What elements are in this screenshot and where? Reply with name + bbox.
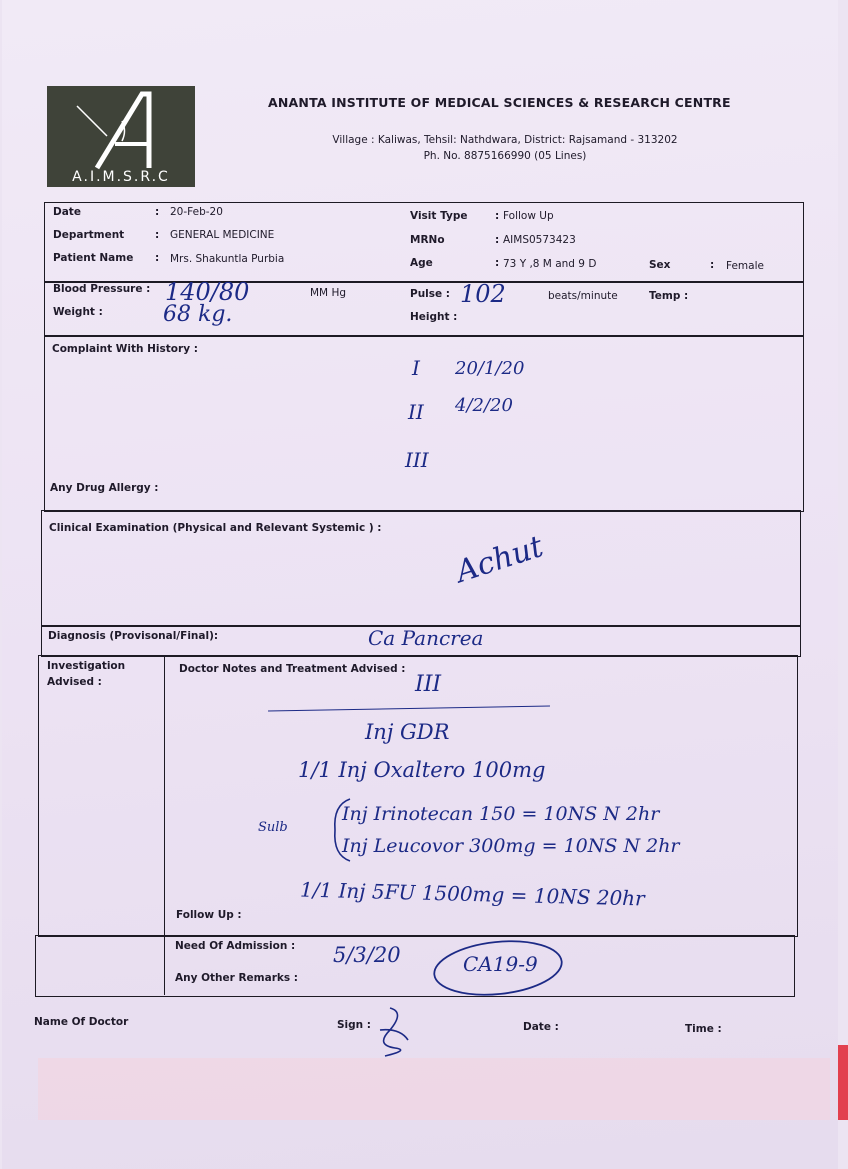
complaint-label: Complaint With History : [52,343,198,355]
admission-date: 5/3/20 [333,943,401,967]
clinical-label: Clinical Examination (Physical and Relevant Systemic ) : [49,522,382,534]
cycle-1-numeral: I [412,356,420,380]
diagnosis-label: Diagnosis (Provisonal/Final): [48,630,219,642]
remarks-label: Any Other Remarks : [175,972,298,984]
treatment-line-3: Inj Irinotecan 150 = 10NS N 2hr [342,803,660,825]
cycle-2-numeral: II [408,400,424,424]
admission-label: Need Of Admission : [175,940,296,952]
doctor-name-label: Name Of Doctor [34,1016,129,1028]
visit-type-label: Visit Type [410,210,468,222]
address-line-1: Village : Kaliwas, Tehsil: Nathdwara, District: Rajsamand - 313202 [332,134,678,146]
mrno-value: AIMS0573423 [503,234,576,246]
date-label: Date [53,206,81,218]
treatment-line-5: 1/1 Inj 5FU 1500mg = 10NS 20hr [299,877,646,911]
cycle-3-numeral: III [405,448,429,472]
patient-name-label: Patient Name [53,252,134,264]
bp-value: 140/80 [165,278,250,306]
bp-unit: MM Hg [310,287,347,299]
institute-name: ANANTA INSTITUTE OF MEDICAL SCIENCES & RESEARCH CENTRE [268,95,731,110]
temp-label: Temp : [649,290,689,302]
institute-address [300,132,710,164]
time-label: Time : [685,1023,722,1035]
clinical-signature: Achut [451,529,548,590]
pulse-unit: beats/minute [548,290,618,302]
date-footer-label: Date : [523,1021,559,1033]
follow-up-label: Follow Up : [176,909,242,921]
treatment-line-4: Inj Leucovor 300mg = 10NS N 2hr [342,835,680,857]
department-value: GENERAL MEDICINE [170,229,275,241]
bottom-tint [38,1058,830,1120]
weight-value: 68 kg. [163,302,233,327]
red-edge-strip [838,1045,848,1120]
treatment-side-note: Sulb [258,820,288,835]
cycle-1-date: 20/1/20 [455,358,525,379]
pulse-label: Pulse : [410,288,450,300]
sex-label: Sex [649,259,671,271]
age-value: 73 Y ,8 M and 9 D [503,258,597,270]
drug-allergy-label: Any Drug Allergy : [50,482,159,494]
admission-circled-note: CA19-9 [463,952,538,976]
sex-value: Female [726,260,764,272]
address-line-2: Ph. No. 8875166990 (05 Lines) [423,150,587,162]
mrno-label: MRNo [410,234,445,246]
sign-label: Sign : [337,1019,372,1031]
treatment-label: Doctor Notes and Treatment Advised : [179,663,406,675]
investigation-label-1: Investigation [47,660,126,672]
patient-name-value: Mrs. Shakuntla Purbia [170,253,285,265]
doctor-signature-mark [360,1000,420,1060]
cycle-2-date: 4/2/20 [455,395,513,416]
department-label: Department [53,229,125,241]
date-value: 20-Feb-20 [170,206,223,218]
admission-box [35,935,795,997]
treatment-cycle: III [415,672,442,697]
diagnosis-value: Ca Pancrea [368,626,484,650]
height-label: Height : [410,311,458,323]
treatment-line-2: 1/1 Inj Oxaltero 100mg [298,758,546,782]
bp-label: Blood Pressure : [53,283,151,295]
visit-type-value: Follow Up [503,210,554,222]
age-label: Age [410,257,433,269]
treatment-line-1: Inj GDR [365,720,450,744]
weight-label: Weight : [53,306,103,318]
pulse-value: 102 [460,280,506,308]
institute-logo [47,86,195,187]
logo-text: A.I.M.S.R.C [72,169,170,185]
investigation-label-2: Advised : [47,676,102,688]
